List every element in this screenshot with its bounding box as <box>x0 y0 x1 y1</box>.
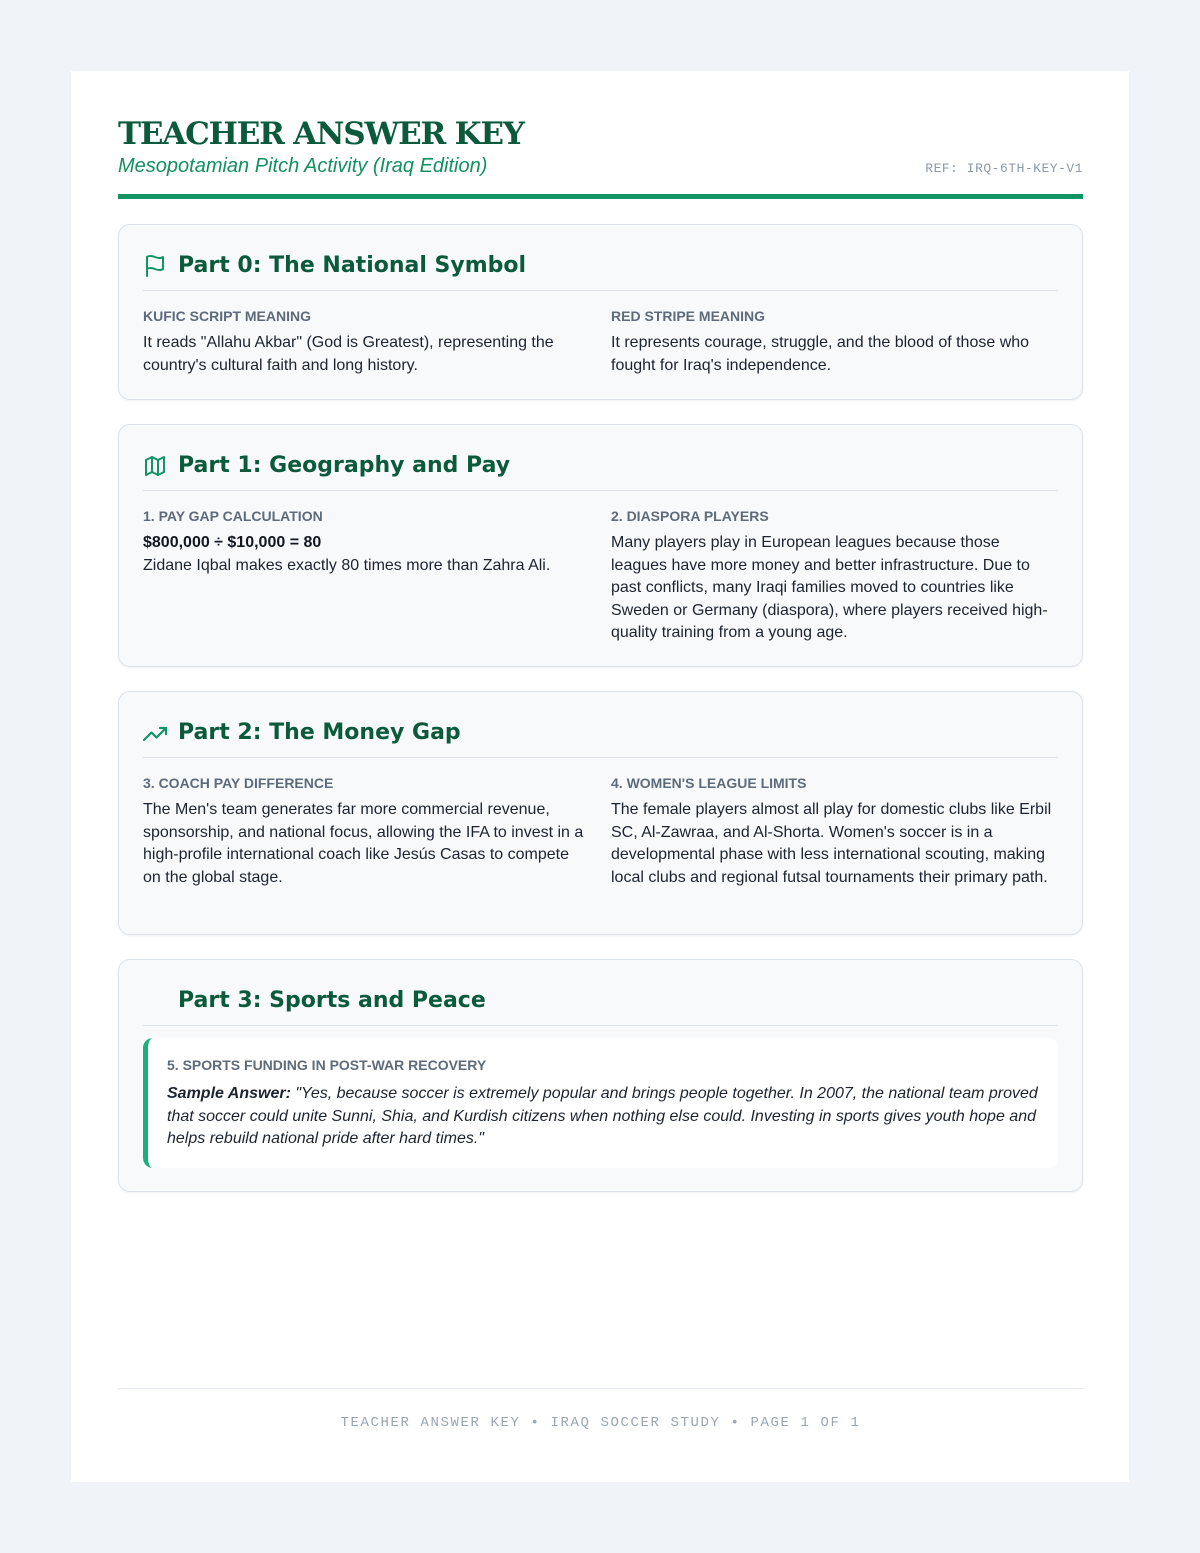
answer-key-page <box>71 71 1129 1482</box>
answer-text: Many players play in European leagues because those leagues have more money and better infrastructure. Due to past conflicts, many Iraqi families moved to countries like Sweden or Germany (diaspora), where players received high-quality training from a young age. <box>611 534 1048 641</box>
question-label: RED STRIPE MEANING <box>611 308 766 324</box>
section-title: Part 2: The Money Gap <box>178 720 461 745</box>
section-geography-and-pay <box>118 424 1083 667</box>
map-icon <box>143 454 167 478</box>
answer-block <box>143 507 589 577</box>
answer-text: It reads "Allahu Akbar" (God is Greatest), representing the country's cultural faith and long history. <box>143 334 554 374</box>
calculation: $800,000 ÷ $10,000 = 80 <box>143 534 322 551</box>
page-subtitle: Mesopotamian Pitch Activity (Iraq Edition) <box>118 155 488 177</box>
section-national-symbol <box>118 224 1083 400</box>
section-money-gap <box>118 691 1083 935</box>
question-label: 5. SPORTS FUNDING IN POST-WAR RECOVERY <box>167 1057 487 1073</box>
answer-text: The female players almost all play for domestic clubs like Erbil SC, Al-Zawraa, and Al-Shorta. Women's soccer is in a developmental phase with less international scouting, making local clubs and regional futsal tournaments their primary path. <box>611 801 1052 886</box>
flag-icon <box>143 254 167 278</box>
page-header <box>118 115 1083 179</box>
section-header <box>143 249 1058 291</box>
sample-answer <box>167 1083 1038 1151</box>
answer-block <box>143 774 589 889</box>
answer-block <box>611 774 1057 889</box>
answer-text: It represents courage, struggle, and the blood of those who fought for Iraq's independence. <box>611 334 1030 374</box>
answer-block <box>143 307 589 377</box>
section-header <box>143 984 1058 1026</box>
sample-answer-box <box>143 1038 1058 1168</box>
page-title: TEACHER ANSWER KEY <box>118 116 524 152</box>
header-divider <box>118 194 1083 199</box>
answer-block <box>611 507 1057 645</box>
question-label: 4. WOMEN'S LEAGUE LIMITS <box>611 775 807 791</box>
footer-divider <box>118 1388 1083 1389</box>
section-title: Part 0: The National Symbol <box>178 253 527 278</box>
section-title: Part 1: Geography and Pay <box>178 453 511 478</box>
page-footer: TEACHER ANSWER KEY • IRAQ SOCCER STUDY • PAGE 1 OF 1 <box>340 1415 861 1431</box>
question-label: KUFIC SCRIPT MEANING <box>143 308 311 324</box>
question-label: 2. DIASPORA PLAYERS <box>611 508 769 524</box>
sample-answer-text: "Yes, because soccer is extremely popular and brings people together. In 2007, the national team proved that soccer could unite Sunni, Shia, and Kurdish citizens when nothing else could. Investing in sports gives youth hope and helps rebuild national pride after hard times." <box>167 1085 1038 1147</box>
sample-answer-lead: Sample Answer: <box>167 1085 291 1102</box>
answer-text: Zidane Iqbal makes exactly 80 times more than Zahra Ali. <box>143 556 551 574</box>
question-label: 1. PAY GAP CALCULATION <box>143 508 323 524</box>
answer-text: The Men's team generates far more commercial revenue, sponsorship, and national focus, allowing the IFA to invest in a high-profile international coach like Jesús Casas to compete on the global stage. <box>143 801 584 886</box>
question-label: 3. COACH PAY DIFFERENCE <box>143 775 334 791</box>
trending-up-icon <box>143 721 167 745</box>
section-sports-and-peace <box>118 959 1083 1192</box>
reference-code: REF: IRQ-6TH-KEY-V1 <box>925 161 1083 176</box>
section-header <box>143 716 1058 758</box>
section-title: Part 3: Sports and Peace <box>178 988 486 1013</box>
section-header <box>143 449 1058 491</box>
answer-block <box>611 307 1057 377</box>
